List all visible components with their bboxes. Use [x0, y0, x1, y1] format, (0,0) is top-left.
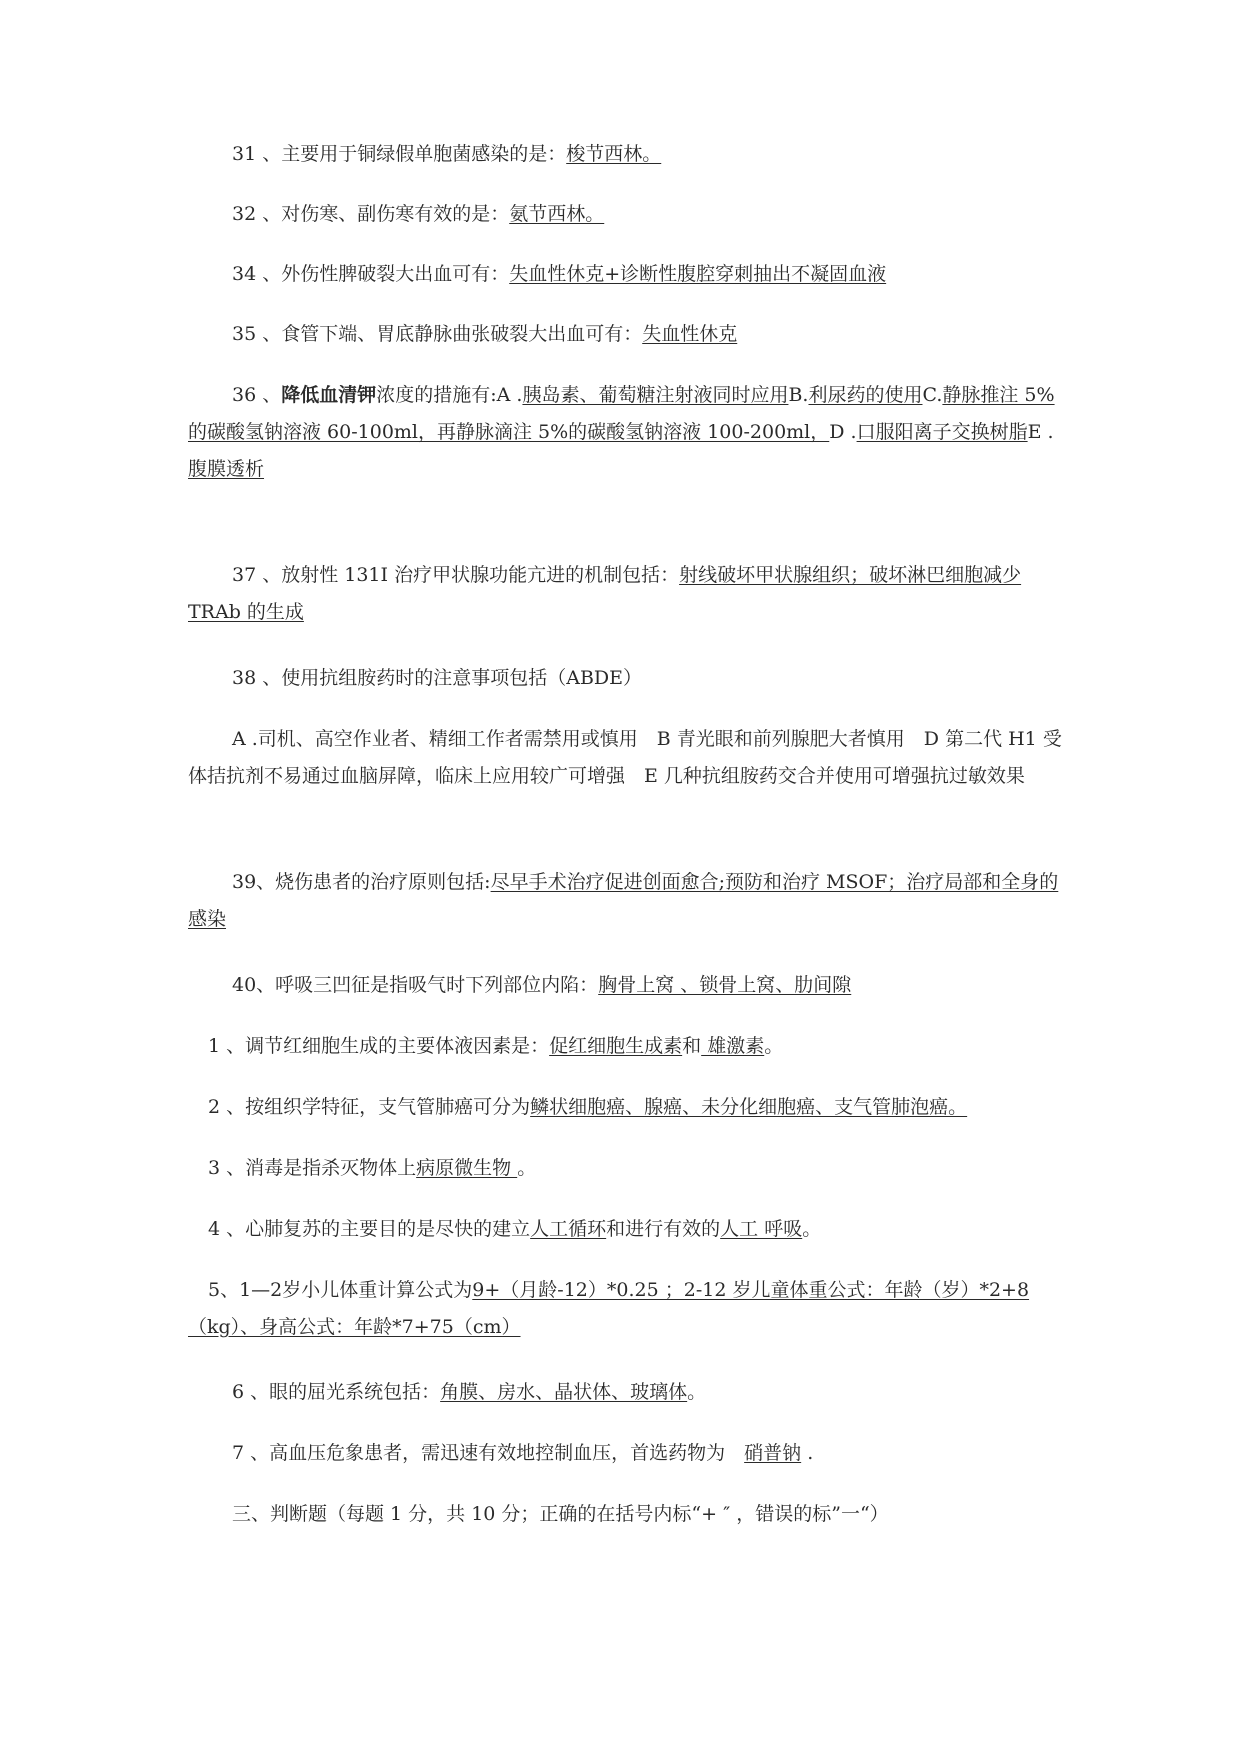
question-text: 40、呼吸三凹征是指吸气时下列部位内陷： [232, 974, 599, 996]
answer-b: 利尿药的使用 [808, 384, 923, 406]
section-heading [188, 1496, 1068, 1533]
section-title: 三、判断题（每题 1 分，共 10 分；正确的在括号内标“+ ″ ，错误的标”一“） [232, 1503, 889, 1525]
fill-1 [188, 1028, 1068, 1065]
question-38-options [188, 721, 1068, 795]
question-text: 32 、对伤寒、副伤寒有效的是： [232, 203, 510, 225]
question-38 [188, 660, 1068, 697]
answer-c: 静脉推注 5%的碳酸氢钠溶液 60-100ml，再静脉滴注 5%的碳酸氢钠溶液 100-200ml， [188, 384, 1055, 443]
question-text: 34 、外伤性脾破裂大出血可有： [232, 263, 510, 285]
question-text: 37 、放射性 131I 治疗甲状腺功能亢进的机制包括： [232, 564, 680, 586]
question-39 [188, 864, 1068, 938]
fill-2 [188, 1089, 1068, 1126]
question-35 [188, 316, 1068, 353]
options-text: A .司机、高空作业者、精细工作者需禁用或慎用 B 青光眼和前列腺肥大者慎用 D 第二代 H1 受体拮抗剂不易通过血脑屏障，临床上应用较广可增强 E 几种抗组胺药交合并使用可增强抗过敏效果 [188, 728, 1062, 787]
answer-text: 角膜、房水、晶状体、玻璃体 [440, 1381, 688, 1403]
question-text: 35 、食管下端、胃底静脉曲张破裂大出血可有： [232, 323, 643, 345]
answer-text: 失血性休克+诊断性腹腔穿刺抽出不凝固血液 [509, 263, 887, 285]
question-text: 和进行有效的 [606, 1218, 721, 1240]
question-text: 浓度的措施有:A . [376, 384, 523, 406]
fill-6 [188, 1374, 1068, 1411]
question-text: 6 、眼的屈光系统包括： [232, 1381, 441, 1403]
question-text: 39、烧伤患者的治疗原则包括: [232, 871, 491, 893]
answer-text: 人工循环 [530, 1218, 607, 1240]
punctuation: 。 [764, 1035, 784, 1057]
answer-text: 梭节西林。 [566, 143, 662, 165]
question-text: 31 、主要用于铜绿假单胞菌感染的是： [232, 143, 567, 165]
answer-text: 雄激素 [701, 1035, 765, 1057]
question-text: 3 、消毒是指杀灭物体上 [208, 1157, 417, 1179]
answer-text: 尽早手术治疗促进创面愈合;预防和治疗 MSOF；治疗局部和全身的感染 [188, 871, 1059, 930]
question-34 [188, 256, 1068, 293]
question-text: 4 、心肺复苏的主要目的是尽快的建立 [208, 1218, 531, 1240]
bold-term: 降低血清钾 [281, 384, 377, 406]
question-text: 2 、按组织学特征，支气管肺癌可分为 [208, 1096, 531, 1118]
question-number: 36 、 [232, 384, 282, 406]
answer-e: 腹膜透析 [188, 458, 265, 480]
fill-7 [188, 1435, 1068, 1472]
punctuation: . [801, 1442, 814, 1464]
question-36 [188, 377, 1068, 488]
question-text: 1 、调节红细胞生成的主要体液因素是： [208, 1035, 550, 1057]
question-text: 38 、使用抗组胺药时的注意事项包括（ABDE） [232, 667, 643, 689]
question-40 [188, 967, 1068, 1004]
question-text: 5、1—2岁小儿体重计算公式为 [208, 1279, 473, 1301]
option-label: D . [829, 421, 857, 443]
question-text: 和 [682, 1035, 702, 1057]
answer-text: 9+（月龄-12）*0.25 ；2-12 岁儿童体重公式：年龄（岁）*2+8（kg）、身高公式：年龄*7+75（cm） [188, 1279, 1030, 1338]
punctuation: 。 [517, 1157, 537, 1179]
option-label: B. [788, 384, 809, 406]
fill-3 [188, 1150, 1068, 1187]
answer-text: 失血性休克 [642, 323, 738, 345]
punctuation: 。 [687, 1381, 707, 1403]
question-32 [188, 196, 1068, 233]
punctuation: 。 [802, 1218, 822, 1240]
answer-text: 鳞状细胞癌、腺癌、未分化细胞癌、支气管肺泡癌。 [530, 1096, 968, 1118]
answer-d: 口服阳离子交换树脂 [856, 421, 1028, 443]
option-label: C. [922, 384, 943, 406]
answer-text: 胸骨上窝 、锁骨上窝、肋间隙 [598, 974, 852, 996]
question-text: 7 、高血压危象患者，需迅速有效地控制血压，首选药物为 [232, 1442, 745, 1464]
answer-text: 病原微生物 [416, 1157, 518, 1179]
fill-5 [188, 1272, 1068, 1346]
fill-4 [188, 1211, 1068, 1248]
answer-text: 人工 呼吸 [720, 1218, 803, 1240]
question-37 [188, 557, 1068, 631]
question-31 [188, 136, 1068, 173]
answer-text: 射线破坏甲状腺组织；破坏淋巴细胞减少 TRAb 的生成 [188, 564, 1022, 623]
answer-text: 促红细胞生成素 [549, 1035, 683, 1057]
answer-a: 胰岛素、葡萄糖注射液同时应用 [522, 384, 789, 406]
option-label: E . [1027, 421, 1054, 443]
answer-text: 氨节西林。 [509, 203, 605, 225]
answer-text: 硝普钠 [744, 1442, 802, 1464]
